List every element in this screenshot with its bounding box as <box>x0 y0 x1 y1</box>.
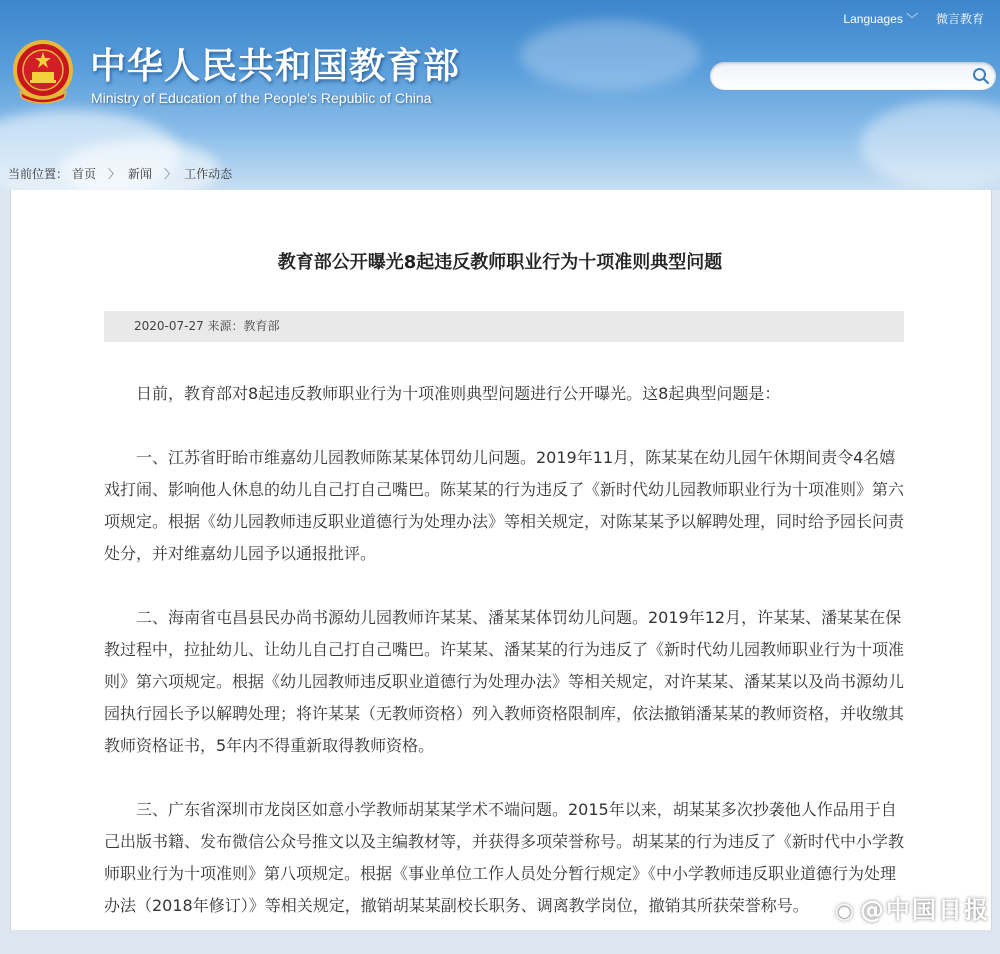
languages-menu[interactable]: Languages ﹀ <box>843 12 919 26</box>
weibo-link[interactable]: 微言教育 <box>935 12 984 26</box>
breadcrumb-prefix: 当前位置： <box>8 167 69 181</box>
article-paragraph: 日前，教育部对8起违反教师职业行为十项准则典型问题进行公开曝光。这8起典型问题是： <box>136 384 781 403</box>
site-header <box>0 0 1000 190</box>
article-meta <box>104 311 904 342</box>
search-icon[interactable] <box>972 67 990 85</box>
top-links <box>829 10 984 27</box>
weibo-logo-icon: ◉ <box>834 899 856 924</box>
article-paragraph: 二、海南省屯昌县民办尚书源幼儿园教师许某某、潘某某体罚幼儿问题。2019年12月，许某某、潘某某在保教过程中，拉扯幼儿、让幼儿自己打自己嘴巴。许某某、潘某某的行为违反了《新时代幼儿园教师职业行为十项准则》第六项规定。根据《幼儿园教师违反职业道德行为处理办法》等相关规定，对许某某、潘某某以及尚书源幼儿园执行园长予以解聘处理；将许某某（无教师资格）列入教师资格限制库，依法撤销潘某某的教师资格，并收缴其教师资格证书，5年内不得重新取得教师资格。 <box>104 608 905 755</box>
watermark-text: @中国日报 <box>860 896 990 924</box>
breadcrumb-news[interactable]: 新闻 <box>128 167 153 181</box>
search-box <box>710 62 996 90</box>
article-title: 教育部公开曝光8起违反教师职业行为十项准则典型问题 <box>277 252 723 273</box>
article-paragraph: 一、江苏省盱眙市维嘉幼儿园教师陈某某体罚幼儿问题。2019年11月，陈某某在幼儿园午休期间责令4名嬉戏打闹、影响他人休息的幼儿自己打自己嘴巴。陈某某的行为违反了《新时代幼儿园教师职业行为十项准则》第六项规定。根据《幼儿园教师违反职业道德行为处理办法》等相关规定，对陈某某予以解聘处理，同时给予园长问责处分，并对维嘉幼儿园予以通报批评。 <box>104 448 905 563</box>
weibo-watermark <box>835 890 990 925</box>
site-subtitle: Ministry of Education of the People's Republic of China <box>91 90 432 106</box>
national-emblem-icon[interactable] <box>12 40 74 104</box>
breadcrumb-separator: 〉 <box>108 167 121 181</box>
cloud-decoration <box>520 20 700 90</box>
breadcrumb-home[interactable]: 首页 <box>72 167 97 181</box>
article-body <box>104 378 904 954</box>
search-input[interactable] <box>724 66 968 88</box>
article-date-source: 2020-07-27 来源：教育部 <box>134 319 280 333</box>
breadcrumb-separator: 〉 <box>164 167 177 181</box>
cloud-decoration <box>860 100 1000 190</box>
breadcrumb <box>8 165 236 182</box>
article-paragraph: 三、广东省深圳市龙岗区如意小学教师胡某某学术不端问题。2015年以来，胡某某多次抄袭他人作品用于自己出版书籍、发布微信公众号推文以及主编教材等，并获得多项荣誉称号。胡某某的行为违反了《新时代中小学教师职业行为十项准则》第八项规定。根据《事业单位工作人员处分暂行规定》《中小学教师违反职业道德行为处理办法（2018年修订）》等相关规定，撤销胡某某副校长职务、调离教学岗位，撤销其所获荣誉称号。 <box>104 800 905 915</box>
breadcrumb-work-updates[interactable]: 工作动态 <box>184 167 233 181</box>
site-title[interactable]: 中华人民共和国教育部 <box>90 46 461 87</box>
